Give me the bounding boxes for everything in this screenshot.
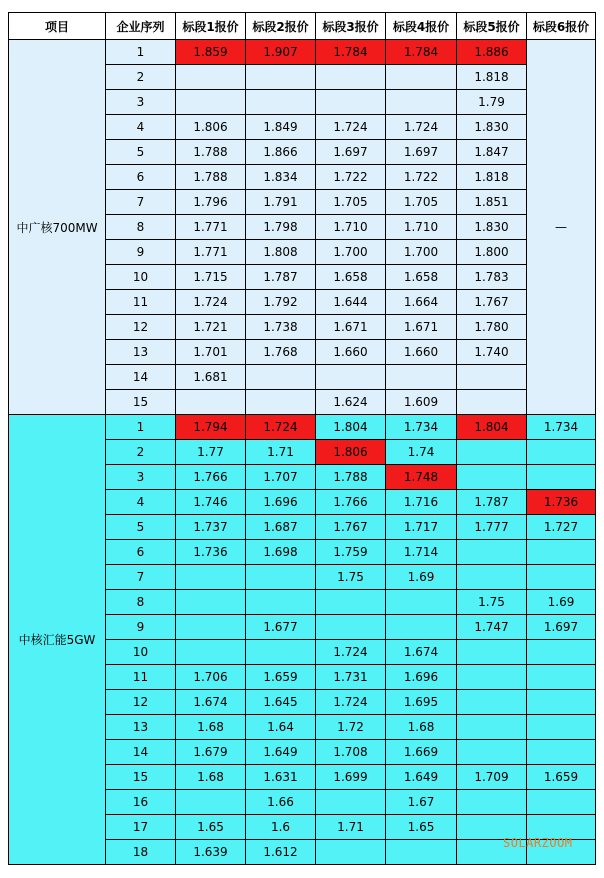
bid3-price-cell: 1.660	[316, 340, 386, 365]
bid3-price-cell	[316, 590, 386, 615]
bid3-price-cell: 1.724	[316, 690, 386, 715]
bid2-price-cell: 1.659	[246, 665, 316, 690]
bid5-price-cell: 1.767	[457, 290, 527, 315]
bid1-price-cell: 1.679	[176, 740, 246, 765]
bid2-price-cell: 1.66	[246, 790, 316, 815]
header-row	[9, 13, 596, 40]
sequence-cell: 1	[106, 40, 176, 65]
bid5-price-cell: 1.851	[457, 190, 527, 215]
bid1-price-cell: 1.736	[176, 540, 246, 565]
bid5-price-cell: 1.830	[457, 215, 527, 240]
bid3-price-cell: 1.697	[316, 140, 386, 165]
bid4-price-cell: 1.660	[386, 340, 457, 365]
bid6-price-cell	[527, 790, 596, 815]
header-bid2: 标段2报价	[246, 13, 316, 40]
sequence-cell: 15	[106, 390, 176, 415]
bid2-price-cell: 1.866	[246, 140, 316, 165]
sequence-cell: 17	[106, 815, 176, 840]
bid6-price-cell	[527, 740, 596, 765]
bid4-price-cell: 1.697	[386, 140, 457, 165]
bid4-price-cell	[386, 840, 457, 865]
bid3-price-cell: 1.767	[316, 515, 386, 540]
bid3-price-cell	[316, 840, 386, 865]
bid2-price-cell: 1.612	[246, 840, 316, 865]
sequence-cell: 11	[106, 290, 176, 315]
bid1-price-cell	[176, 565, 246, 590]
bid4-price-cell: 1.717	[386, 515, 457, 540]
sequence-cell: 2	[106, 440, 176, 465]
bid5-price-cell	[457, 540, 527, 565]
header-bid6: 标段6报价	[527, 13, 596, 40]
bid4-price-cell: 1.700	[386, 240, 457, 265]
bid1-price-cell: 1.771	[176, 215, 246, 240]
bid1-price-cell: 1.715	[176, 265, 246, 290]
bid3-price-cell: 1.75	[316, 565, 386, 590]
sequence-cell: 12	[106, 315, 176, 340]
bid3-price-cell: 1.784	[316, 40, 386, 65]
bid2-price-cell	[246, 565, 316, 590]
bid2-price-cell: 1.724	[246, 415, 316, 440]
bid1-price-cell: 1.771	[176, 240, 246, 265]
bid4-price-cell: 1.716	[386, 490, 457, 515]
sequence-cell: 3	[106, 90, 176, 115]
bid2-price-cell: 1.798	[246, 215, 316, 240]
bid2-price-cell: 1.645	[246, 690, 316, 715]
bid3-price-cell: 1.804	[316, 415, 386, 440]
bid3-price-cell: 1.766	[316, 490, 386, 515]
bid1-price-cell: 1.794	[176, 415, 246, 440]
sequence-cell: 8	[106, 590, 176, 615]
header-bid3: 标段3报价	[316, 13, 386, 40]
bid1-price-cell: 1.721	[176, 315, 246, 340]
bid6-price-cell	[527, 690, 596, 715]
bid2-price-cell: 1.791	[246, 190, 316, 215]
bid3-price-cell: 1.806	[316, 440, 386, 465]
bid5-price-cell	[457, 565, 527, 590]
bid4-price-cell: 1.724	[386, 115, 457, 140]
sequence-cell: 1	[106, 415, 176, 440]
bid5-price-cell: 1.847	[457, 140, 527, 165]
bid-price-table	[8, 12, 596, 865]
bid1-price-cell: 1.681	[176, 365, 246, 390]
bid5-price-cell: 1.780	[457, 315, 527, 340]
bid2-price-cell: 1.698	[246, 540, 316, 565]
bid4-price-cell: 1.658	[386, 265, 457, 290]
bid2-price-cell: 1.71	[246, 440, 316, 465]
bid4-price-cell: 1.67	[386, 790, 457, 815]
bid5-price-cell: 1.709	[457, 765, 527, 790]
bid6-price-cell	[527, 665, 596, 690]
bid3-price-cell: 1.644	[316, 290, 386, 315]
bid4-price-cell: 1.734	[386, 415, 457, 440]
bid3-price-cell	[316, 365, 386, 390]
bid5-price-cell	[457, 740, 527, 765]
bid2-price-cell: 1.849	[246, 115, 316, 140]
sequence-cell: 10	[106, 265, 176, 290]
bid6-price-cell	[527, 565, 596, 590]
bid6-price-cell	[527, 540, 596, 565]
bid3-price-cell: 1.759	[316, 540, 386, 565]
bid4-price-cell: 1.784	[386, 40, 457, 65]
sequence-cell: 2	[106, 65, 176, 90]
bid5-price-cell: 1.818	[457, 65, 527, 90]
project-name-cell: 中核汇能5GW	[9, 415, 106, 865]
sequence-cell: 8	[106, 215, 176, 240]
header-bid5: 标段5报价	[457, 13, 527, 40]
bid1-price-cell: 1.724	[176, 290, 246, 315]
bid4-price-cell: 1.674	[386, 640, 457, 665]
sequence-cell: 5	[106, 515, 176, 540]
bid2-price-cell	[246, 65, 316, 90]
bid5-price-cell	[457, 715, 527, 740]
sequence-cell: 18	[106, 840, 176, 865]
sequence-cell: 5	[106, 140, 176, 165]
bid1-price-cell: 1.737	[176, 515, 246, 540]
bid4-price-cell: 1.649	[386, 765, 457, 790]
sequence-cell: 13	[106, 715, 176, 740]
bid2-price-cell: 1.677	[246, 615, 316, 640]
bid3-price-cell: 1.700	[316, 240, 386, 265]
bid5-price-cell: 1.800	[457, 240, 527, 265]
bid5-price-cell	[457, 465, 527, 490]
header-bid1: 标段1报价	[176, 13, 246, 40]
bid5-price-cell: 1.75	[457, 590, 527, 615]
bid5-price-cell: 1.783	[457, 265, 527, 290]
bid1-price-cell: 1.639	[176, 840, 246, 865]
bid1-price-cell: 1.788	[176, 140, 246, 165]
sequence-cell: 15	[106, 765, 176, 790]
bid4-price-cell	[386, 590, 457, 615]
bid-table-container	[8, 12, 596, 865]
bid5-price-cell: 1.747	[457, 615, 527, 640]
bid3-price-cell: 1.710	[316, 215, 386, 240]
bid1-price-cell: 1.701	[176, 340, 246, 365]
bid2-price-cell: 1.707	[246, 465, 316, 490]
bid5-price-cell: 1.787	[457, 490, 527, 515]
bid6-price-cell: 1.69	[527, 590, 596, 615]
sequence-cell: 14	[106, 740, 176, 765]
bid3-price-cell	[316, 790, 386, 815]
sequence-cell: 9	[106, 240, 176, 265]
bid1-price-cell	[176, 390, 246, 415]
bid4-price-cell: 1.696	[386, 665, 457, 690]
bid3-price-cell: 1.699	[316, 765, 386, 790]
bid2-price-cell: 1.808	[246, 240, 316, 265]
bid3-price-cell: 1.708	[316, 740, 386, 765]
sequence-cell: 9	[106, 615, 176, 640]
sequence-cell: 10	[106, 640, 176, 665]
bid2-price-cell	[246, 90, 316, 115]
bid3-price-cell: 1.724	[316, 640, 386, 665]
bid4-price-cell: 1.74	[386, 440, 457, 465]
bid1-price-cell: 1.68	[176, 715, 246, 740]
bid2-price-cell: 1.907	[246, 40, 316, 65]
sequence-cell: 13	[106, 340, 176, 365]
bid4-price-cell: 1.710	[386, 215, 457, 240]
bid4-price-cell: 1.705	[386, 190, 457, 215]
bid1-price-cell: 1.788	[176, 165, 246, 190]
bid6-price-cell: 1.734	[527, 415, 596, 440]
bid5-price-cell	[457, 390, 527, 415]
bid5-price-cell	[457, 365, 527, 390]
bid1-price-cell: 1.859	[176, 40, 246, 65]
bid3-price-cell: 1.724	[316, 115, 386, 140]
bid4-price-cell: 1.722	[386, 165, 457, 190]
bid1-price-cell: 1.706	[176, 665, 246, 690]
bid5-price-cell	[457, 665, 527, 690]
bid6-price-cell	[527, 640, 596, 665]
bid3-price-cell: 1.788	[316, 465, 386, 490]
bid3-price-cell	[316, 90, 386, 115]
bid2-price-cell: 1.738	[246, 315, 316, 340]
bid4-price-cell: 1.695	[386, 690, 457, 715]
bid4-price-cell: 1.669	[386, 740, 457, 765]
bid6-merged-cell: —	[527, 40, 596, 415]
bid3-price-cell	[316, 65, 386, 90]
bid3-price-cell: 1.658	[316, 265, 386, 290]
bid5-price-cell: 1.740	[457, 340, 527, 365]
bid6-price-cell: 1.697	[527, 615, 596, 640]
bid1-price-cell: 1.68	[176, 765, 246, 790]
sequence-cell: 14	[106, 365, 176, 390]
bid1-price-cell	[176, 90, 246, 115]
bid1-price-cell: 1.746	[176, 490, 246, 515]
bid2-price-cell: 1.6	[246, 815, 316, 840]
bid3-price-cell	[316, 615, 386, 640]
bid3-price-cell: 1.705	[316, 190, 386, 215]
sequence-cell: 7	[106, 565, 176, 590]
sequence-cell: 6	[106, 165, 176, 190]
bid5-price-cell	[457, 690, 527, 715]
bid5-price-cell: 1.804	[457, 415, 527, 440]
bid5-price-cell	[457, 640, 527, 665]
bid5-price-cell: 1.886	[457, 40, 527, 65]
bid2-price-cell	[246, 365, 316, 390]
bid2-price-cell: 1.834	[246, 165, 316, 190]
bid2-price-cell	[246, 590, 316, 615]
sequence-cell: 4	[106, 115, 176, 140]
bid6-price-cell	[527, 440, 596, 465]
bid4-price-cell: 1.664	[386, 290, 457, 315]
bid6-price-cell: 1.727	[527, 515, 596, 540]
bid4-price-cell: 1.68	[386, 715, 457, 740]
bid3-price-cell: 1.671	[316, 315, 386, 340]
bid3-price-cell: 1.731	[316, 665, 386, 690]
bid4-price-cell: 1.65	[386, 815, 457, 840]
bid2-price-cell: 1.687	[246, 515, 316, 540]
bid2-price-cell: 1.787	[246, 265, 316, 290]
header-project: 项目	[9, 13, 106, 40]
bid4-price-cell: 1.671	[386, 315, 457, 340]
bid5-price-cell: 1.818	[457, 165, 527, 190]
bid5-price-cell: 1.830	[457, 115, 527, 140]
bid1-price-cell: 1.65	[176, 815, 246, 840]
bid3-price-cell: 1.71	[316, 815, 386, 840]
sequence-cell: 11	[106, 665, 176, 690]
bid1-price-cell	[176, 790, 246, 815]
table-row	[9, 415, 596, 440]
sequence-cell: 12	[106, 690, 176, 715]
bid5-price-cell: 1.79	[457, 90, 527, 115]
sequence-cell: 7	[106, 190, 176, 215]
bid5-price-cell	[457, 440, 527, 465]
header-sequence: 企业序列	[106, 13, 176, 40]
bid4-price-cell: 1.748	[386, 465, 457, 490]
bid4-price-cell	[386, 365, 457, 390]
sequence-cell: 3	[106, 465, 176, 490]
bid3-price-cell: 1.624	[316, 390, 386, 415]
bid1-price-cell: 1.796	[176, 190, 246, 215]
bid3-price-cell: 1.722	[316, 165, 386, 190]
bid2-price-cell	[246, 390, 316, 415]
bid4-price-cell: 1.69	[386, 565, 457, 590]
bid4-price-cell	[386, 90, 457, 115]
bid4-price-cell: 1.714	[386, 540, 457, 565]
bid6-price-cell: 1.659	[527, 765, 596, 790]
project-name-cell: 中广核700MW	[9, 40, 106, 415]
bid1-price-cell: 1.806	[176, 115, 246, 140]
bid2-price-cell: 1.64	[246, 715, 316, 740]
bid4-price-cell	[386, 615, 457, 640]
bid2-price-cell: 1.631	[246, 765, 316, 790]
bid2-price-cell: 1.696	[246, 490, 316, 515]
bid5-price-cell	[457, 790, 527, 815]
header-bid4: 标段4报价	[386, 13, 457, 40]
bid2-price-cell: 1.768	[246, 340, 316, 365]
bid2-price-cell: 1.792	[246, 290, 316, 315]
sequence-cell: 4	[106, 490, 176, 515]
bid5-price-cell: 1.777	[457, 515, 527, 540]
bid2-price-cell: 1.649	[246, 740, 316, 765]
bid4-price-cell: 1.609	[386, 390, 457, 415]
bid4-price-cell	[386, 65, 457, 90]
bid6-price-cell	[527, 465, 596, 490]
bid2-price-cell	[246, 640, 316, 665]
bid1-price-cell: 1.674	[176, 690, 246, 715]
bid1-price-cell: 1.766	[176, 465, 246, 490]
sequence-cell: 6	[106, 540, 176, 565]
bid6-price-cell	[527, 715, 596, 740]
bid1-price-cell	[176, 615, 246, 640]
bid1-price-cell	[176, 590, 246, 615]
bid1-price-cell	[176, 640, 246, 665]
bid6-price-cell: 1.736	[527, 490, 596, 515]
table-row	[9, 40, 596, 65]
bid3-price-cell: 1.72	[316, 715, 386, 740]
watermark-text: SOLARZOOM	[503, 836, 573, 850]
bid1-price-cell	[176, 65, 246, 90]
bid1-price-cell: 1.77	[176, 440, 246, 465]
sequence-cell: 16	[106, 790, 176, 815]
